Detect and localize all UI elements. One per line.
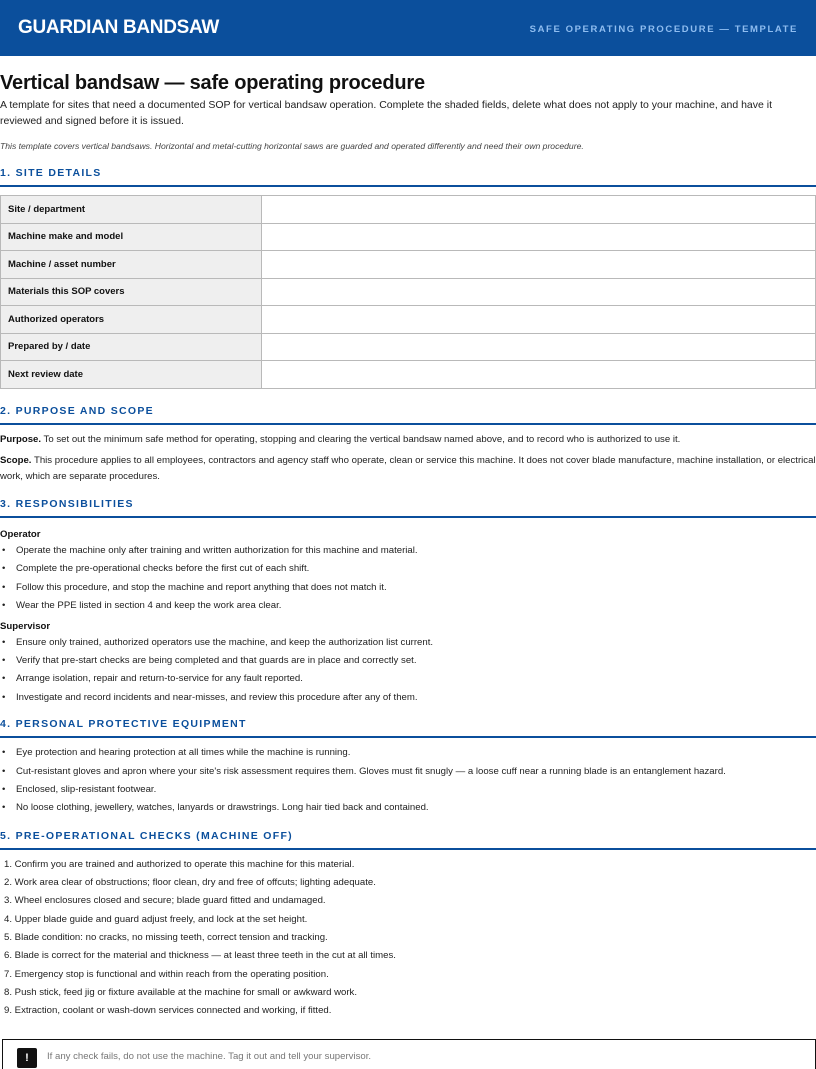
machine-make-model-field[interactable] (262, 223, 816, 251)
field-label: Materials this SOP covers (1, 278, 262, 306)
table-row (1, 251, 816, 279)
list-item: 9. Extraction, coolant or wash-down services connected and working, if fitted. (4, 1005, 332, 1017)
list-item: • Verify that pre-start checks are being completed and that guards are in place and correctly set. (2, 655, 417, 667)
intro-paragraph: A template for sites that need a documented SOP for vertical bandsaw operation. Complete the shaded fields, delete what does not apply to your machine, and have it reviewed and signed before it is issued. (0, 99, 773, 127)
table-row (1, 306, 816, 334)
prepared-by-field[interactable] (262, 333, 816, 361)
document-body (0, 71, 816, 1021)
page-title: Vertical bandsaw — safe operating procedure (0, 72, 425, 94)
scope-paragraph (0, 453, 816, 484)
field-label: Prepared by / date (1, 333, 262, 361)
section-heading-pre-operational-checks: 5. PRE-OPERATIONAL CHECKS (MACHINE OFF) (0, 830, 816, 850)
list-item: 3. Wheel enclosures closed and secure; blade guard fitted and undamaged. (4, 895, 326, 907)
field-label: Site / department (1, 196, 262, 224)
list-item: 7. Emergency stop is functional and within reach from the operating position. (4, 968, 329, 980)
list-item: 6. Blade is correct for the material and thickness — at least three teeth in the cut at all times. (4, 950, 396, 962)
next-review-date-field[interactable] (262, 361, 816, 389)
table-row (1, 196, 816, 224)
list-item: • Eye protection and hearing protection at all times while the machine is running. (2, 747, 351, 759)
field-label: Machine / asset number (1, 251, 262, 279)
field-label: Next review date (1, 361, 262, 389)
table-row (1, 333, 816, 361)
list-item: 5. Blade condition: no cracks, no missing teeth, correct tension and tracking. (4, 932, 328, 944)
site-details-table (0, 195, 816, 389)
warning-icon: ! (17, 1048, 37, 1068)
list-item: • Ensure only trained, authorized operators use the machine, and keep the authorization list current. (2, 636, 434, 648)
warning-callout-text: If any check fails, do not use the machine. Tag it out and tell your supervisor. (47, 1051, 372, 1062)
section-heading-responsibilities: 3. RESPONSIBILITIES (0, 498, 816, 518)
asset-number-field[interactable] (262, 251, 816, 279)
operator-responsibilities-list (0, 542, 816, 616)
list-item: • Operate the machine only after training and written authorization for this machine and material. (2, 545, 418, 556)
list-item: 4. Upper blade guide and guard adjust freely, and lock at the set height. (4, 913, 308, 925)
field-label: Machine make and model (1, 223, 262, 251)
materials-field[interactable] (262, 278, 816, 306)
list-item: • Complete the pre-operational checks before the first cut of each shift. (2, 563, 310, 575)
list-item: 8. Push stick, feed jig or fixture available at the machine for small or awkward work. (4, 986, 357, 998)
site-department-field[interactable] (262, 196, 816, 224)
purpose-paragraph (0, 432, 816, 448)
supervisor-responsibilities-list (0, 634, 816, 708)
list-item: • Follow this procedure, and stop the machine and report anything that does not match it. (2, 581, 387, 593)
scope-note: This template covers vertical bandsaws. Horizontal and metal-cutting horizontal saws are guarded and operated differently and need their own procedure. (0, 141, 584, 151)
supervisor-subheading: Supervisor (0, 620, 51, 632)
pre-operational-checks-list (0, 856, 816, 1021)
list-item: • No loose clothing, jewellery, watches, lanyards or drawstrings. Long hair tied back and contained. (2, 802, 429, 814)
operator-subheading: Operator (0, 529, 41, 540)
list-item: • Investigate and record incidents and near-misses, and review this procedure after any of them. (2, 691, 418, 703)
section-heading-purpose-scope: 2. PURPOSE AND SCOPE (0, 405, 816, 425)
purpose-text: To set out the minimum safe method for operating, stopping and clearing the vertical bandsaw named above, and to record who is authorized to use it. (41, 433, 681, 445)
scope-label: Scope. (0, 455, 32, 466)
section-heading-site-details: 1. SITE DETAILS (0, 167, 816, 187)
authorized-operators-field[interactable] (262, 306, 816, 334)
list-item: 2. Work area clear of obstructions; floor clean, dry and free of offcuts; lighting adequate. (4, 877, 376, 889)
list-item: • Wear the PPE listed in section 4 and keep the work area clear. (2, 600, 282, 612)
table-row (1, 223, 816, 251)
list-item: 1. Confirm you are trained and authorized to operate this machine for this material. (4, 858, 355, 870)
section-heading-ppe: 4. PERSONAL PROTECTIVE EQUIPMENT (0, 718, 816, 738)
warning-callout (2, 1039, 816, 1069)
list-item: • Arrange isolation, repair and return-to-service for any fault reported. (2, 673, 303, 685)
table-row (1, 361, 816, 389)
list-item: • Cut-resistant gloves and apron where your site's risk assessment requires them. Gloves must fit snugly — a loose cuff near a running blade is an entanglement hazard. (2, 765, 726, 777)
purpose-label: Purpose. (0, 433, 42, 445)
list-item: • Enclosed, slip-resistant footwear. (2, 784, 157, 796)
table-row (1, 278, 816, 306)
document-type-label: SAFE OPERATING PROCEDURE — TEMPLATE (529, 23, 798, 35)
ppe-list (0, 744, 816, 818)
field-label: Authorized operators (1, 306, 262, 334)
header-banner (0, 0, 816, 56)
brand-name: GUARDIAN BANDSAW (18, 17, 220, 38)
scope-text: This procedure applies to all employees, contractors and agency staff who operate, clean or service this machine. It does not cover blade manufacture, machine installation, or electrical work, which are separate procedures. (0, 455, 816, 482)
